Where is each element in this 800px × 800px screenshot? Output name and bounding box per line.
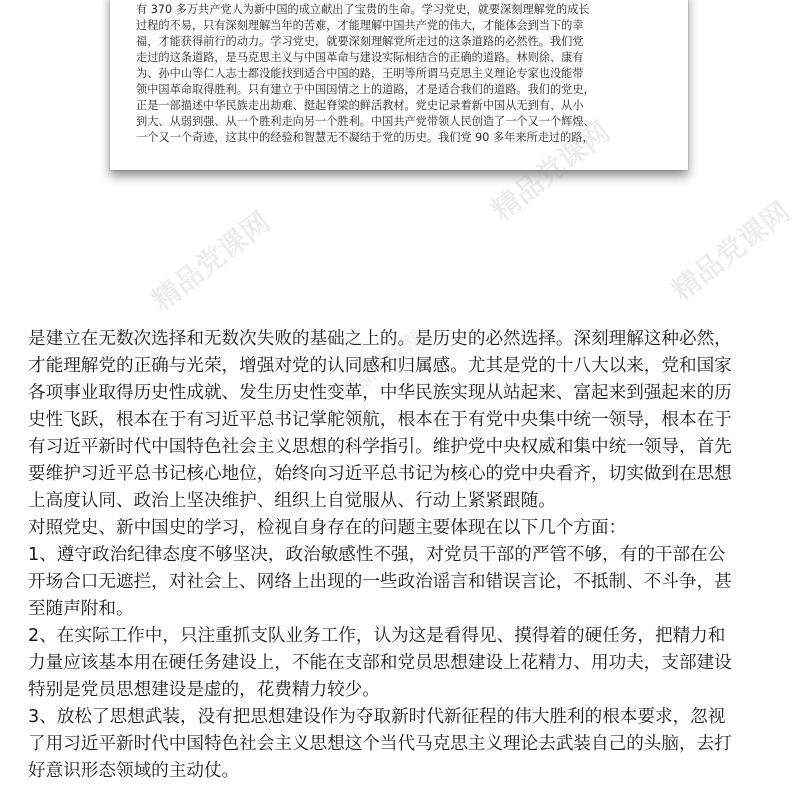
preview-line: 福，才能获得前行的动力。学习党史，就要深刻理解党所走过的这条道路的必然性。我们党 [136, 35, 584, 48]
text-line: 2、在实际工作中，只注重抓支队业务工作，认为这是看得见、摸得着的硬任务，把精力和 [28, 626, 726, 646]
watermark: 精品党课网 [145, 205, 277, 318]
text-line: 对照党史、新中国史的学习，检视自身存在的问题主要体现在以下几个方面： [28, 518, 627, 538]
text-line: 至随声附和。 [28, 599, 134, 619]
preview-line: 走过的这条道路，是马克思主义与中国革命与建设实际相结合的正确的道路。林则徐、康有 [136, 51, 584, 64]
text-line: 力量应该基本用在硬任务建设上，不能在支部和党员思想建设上花精力、用功夫，支部建设 [28, 653, 732, 673]
text-line: 好意识形态领域的主动仗。 [28, 761, 240, 781]
text-line: 有习近平新时代中国特色社会主义思想的科学指引。维护党中央权威和集中统一领导，首先 [28, 437, 732, 457]
preview-line: 领中国革命取得胜利。只有建立于中国国情之上的道路，才是适合我们的道路。我们的党史， [136, 83, 595, 96]
preview-line: 到大、从弱到强、从一个胜利走向另一个胜利。中国共产党带领人民创造了一个又一个辉煌、 [136, 115, 595, 128]
text-line: 才能理解党的正确与光荣，增强对党的认同感和归属感。尤其是党的十八大以来，党和国家 [28, 356, 732, 376]
text-line: 特别是党员思想建设是虚的，花费精力较少。 [28, 680, 380, 700]
preview-line: 为、孙中山等仁人志士都没能找到适合中国的路，王明等所谓马克思主义理论专家也没能带 [136, 67, 584, 80]
preview-line: 有 370 多万共产党人为新中国的成立献出了宝贵的生命。学习党史，就要深刻理解党的成长 [136, 3, 590, 16]
text-line: 是建立在无数次选择和无数次失败的基础之上的。是历史的必然选择。深刻理解这种必然， [28, 329, 732, 349]
watermark: 精品党课网 [665, 195, 797, 308]
text-line: 要维护习近平总书记核心地位，始终向习近平总书记为核心的党中央看齐，切实做到在思想 [28, 464, 732, 484]
text-line: 1、遵守政治纪律态度不够坚决，政治敏感性不强，对党员干部的严管不够，有的干部在公 [28, 545, 726, 565]
preview-line: 过程的不易，只有深刻理解当年的苦难，才能理解中国共产党的伟大，才能体会到当下的幸 [136, 19, 584, 32]
text-line: 了用习近平新时代中国特色社会主义思想这个当代马克思主义理论去武装自己的头脑，去打 [28, 734, 732, 754]
text-line: 3、放松了思想武装，没有把思想建设作为夺取新时代新征程的伟大胜利的根本要求，忽视 [28, 707, 726, 727]
watermark: 精品党课网 [485, 115, 617, 228]
text-line: 各项事业取得历史性成就、发生历史性变革，中华民族实现从站起来、富起来到强起来的历 [28, 383, 732, 403]
document-page-preview [110, 0, 688, 170]
preview-line: 一个又一个奇迹，这其中的经验和智慧无不凝结于党的历史。我们党 90 多年来所走过的路， [136, 131, 594, 144]
text-line: 史性飞跃，根本在于有习近平总书记掌舵领航，根本在于有党中央集中统一领导，根本在于 [28, 410, 732, 430]
preview-line: 正是一部描述中华民族走出劫难、挺起脊梁的鲜活教材。党史记录着新中国从无到有、从小 [136, 99, 584, 112]
text-line: 上高度认同、政治上坚决维护、组织上自觉服从、行动上紧紧跟随。 [28, 491, 556, 511]
watermark: 精品党课网 [334, 325, 428, 406]
text-line: 开场合口无遮拦，对社会上、网络上出现的一些政治谣言和错误言论，不抵制、不斗争，甚 [28, 572, 732, 592]
